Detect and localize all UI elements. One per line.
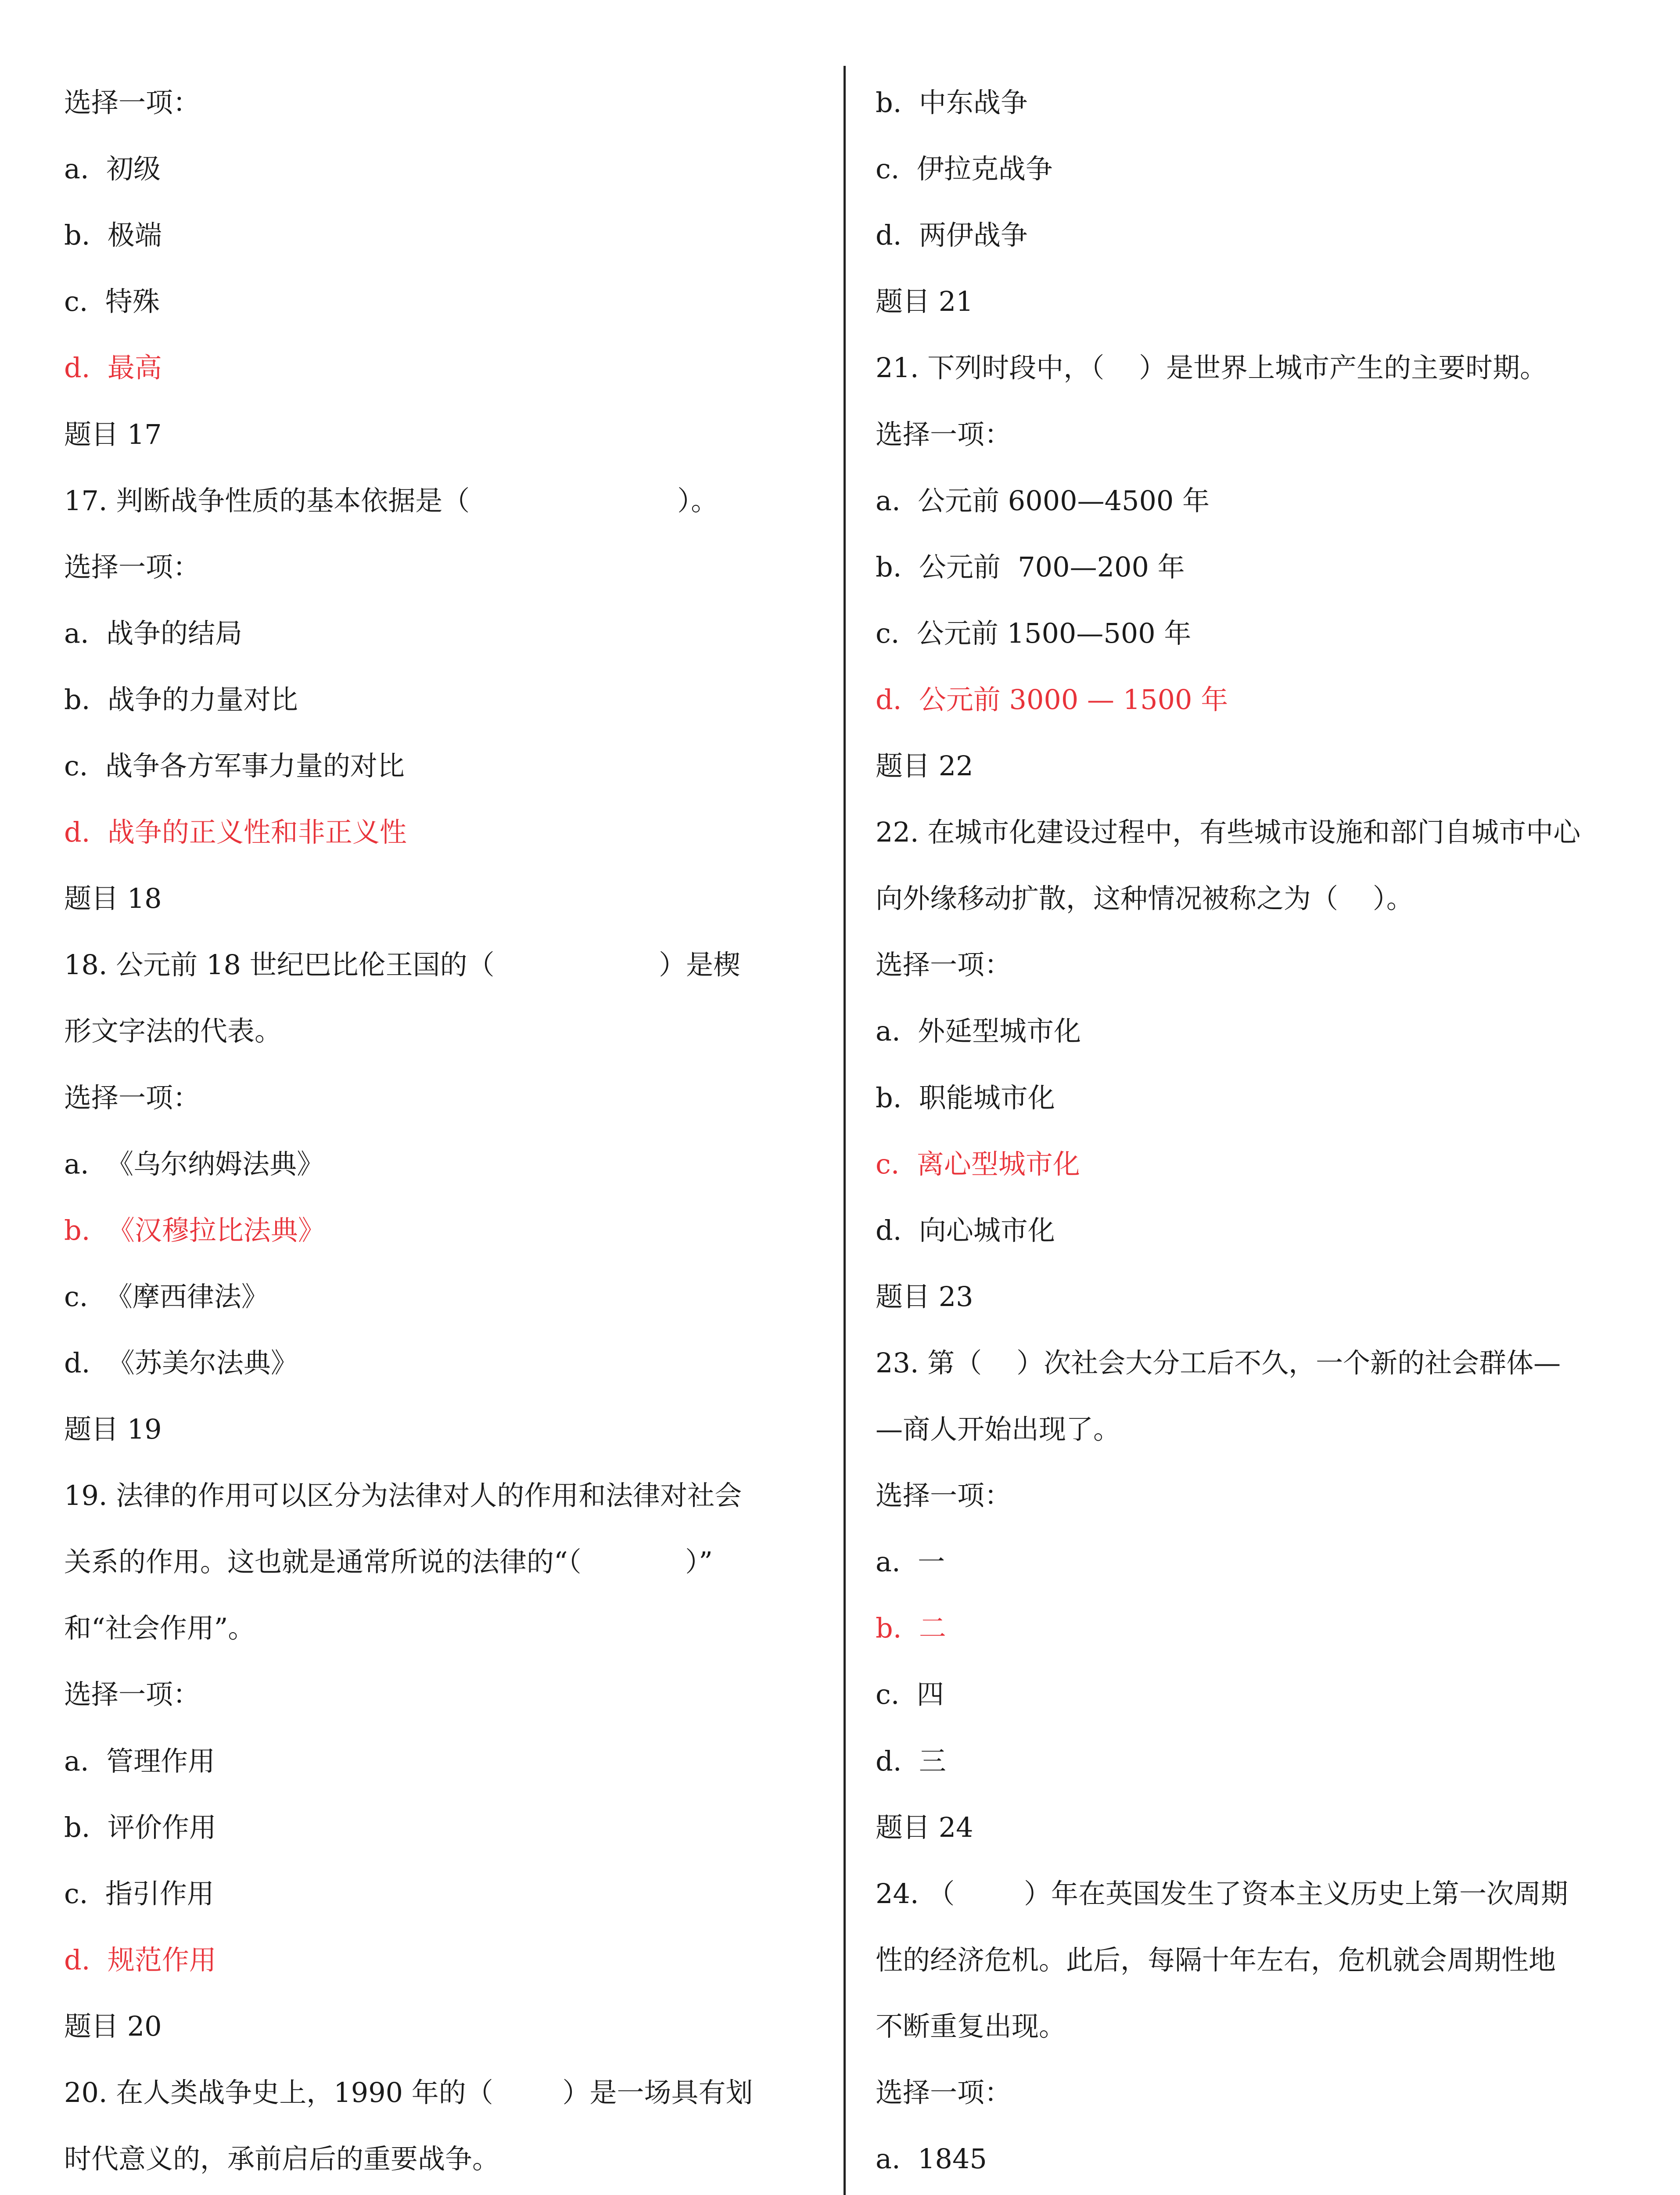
answer-option: d. 两伊战争 — [876, 219, 1028, 252]
question-number: 题目 21 — [876, 285, 973, 318]
question-text: 时代意义的，承前启后的重要战争。 — [64, 2143, 500, 2175]
answer-option: d. 三 — [876, 1745, 946, 1777]
answer-option: c. 《摩西律法》 — [64, 1280, 269, 1313]
answer-option: a. 战争的结局 — [64, 617, 243, 649]
correct-answer-option: d. 最高 — [64, 352, 162, 384]
question-number: 题目 18 — [64, 882, 162, 915]
question-text: 21. 下列时段中，（ ）是世界上城市产生的主要时期。 — [876, 352, 1547, 384]
question-number: 题目 22 — [876, 750, 973, 782]
correct-answer-option: b. 《汉穆拉比法典》 — [64, 1214, 325, 1246]
answer-option: d. 《苏美尔法典》 — [64, 1346, 298, 1379]
choice-prompt: 选择一项： — [64, 86, 201, 119]
column-divider — [844, 66, 846, 2195]
question-text: 20. 在人类战争史上，1990 年的（ ）是一场具有划 — [64, 2076, 753, 2109]
answer-option: a. 初级 — [64, 153, 161, 185]
question-number: 题目 24 — [876, 1811, 973, 1843]
choice-prompt: 选择一项： — [64, 1678, 201, 1711]
answer-option: c. 特殊 — [64, 285, 160, 318]
answer-option: d. 向心城市化 — [876, 1214, 1055, 1246]
choice-prompt: 选择一项： — [876, 949, 1012, 981]
question-number: 题目 23 — [876, 1280, 973, 1313]
choice-prompt: 选择一项： — [64, 1081, 201, 1114]
question-text: 不断重复出现。 — [876, 2010, 1066, 2042]
answer-option: a. 外延型城市化 — [876, 1015, 1081, 1047]
choice-prompt: 选择一项： — [64, 551, 201, 583]
correct-answer-option: d. 战争的正义性和非正义性 — [64, 816, 407, 849]
answer-option: b. 公元前 700—200 年 — [876, 551, 1185, 583]
answer-option: c. 战争各方军事力量的对比 — [64, 750, 405, 782]
choice-prompt: 选择一项： — [876, 1479, 1012, 1512]
answer-option: a. 管理作用 — [64, 1745, 215, 1777]
question-text: 23. 第（ ）次社会大分工后不久，一个新的社会群体— — [876, 1346, 1561, 1379]
answer-option: b. 极端 — [64, 219, 162, 252]
answer-option: c. 四 — [876, 1678, 944, 1711]
question-text: 向外缘移动扩散，这种情况被称之为（ ）。 — [876, 882, 1414, 915]
question-text: 和“社会作用”。 — [64, 1612, 255, 1644]
correct-answer-option: d. 规范作用 — [64, 1943, 216, 1976]
question-text: 18. 公元前 18 世纪巴比伦王国的（ ）是楔 — [64, 949, 741, 981]
answer-option: a. 一 — [876, 1546, 945, 1578]
answer-option: a. 1845 — [876, 2143, 987, 2175]
question-number: 题目 20 — [64, 2010, 162, 2042]
correct-answer-option: c. 离心型城市化 — [876, 1148, 1080, 1180]
question-number: 题目 19 — [64, 1413, 162, 1445]
question-number: 题目 17 — [64, 418, 162, 450]
correct-answer-option: d. 公元前 3000 — 1500 年 — [876, 683, 1228, 716]
question-text: 17. 判断战争性质的基本依据是（ ）。 — [64, 484, 718, 517]
question-text: —商人开始出现了。 — [876, 1413, 1121, 1445]
answer-option: b. 评价作用 — [64, 1811, 216, 1843]
answer-option: a. 《乌尔纳姆法典》 — [64, 1148, 324, 1180]
answer-option: c. 公元前 1500—500 年 — [876, 617, 1192, 649]
answer-option: c. 指引作用 — [64, 1877, 214, 1910]
choice-prompt: 选择一项： — [876, 2076, 1012, 2109]
question-text: 22. 在城市化建设过程中，有些城市设施和部门自城市中心 — [876, 816, 1581, 849]
answer-option: b. 职能城市化 — [876, 1081, 1055, 1114]
question-text: 24. （ ）年在英国发生了资本主义历史上第一次周期 — [876, 1877, 1568, 1910]
answer-option: a. 公元前 6000—4500 年 — [876, 484, 1210, 517]
answer-option: b. 中东战争 — [876, 86, 1028, 119]
answer-option: b. 战争的力量对比 — [64, 683, 298, 716]
question-text: 形文字法的代表。 — [64, 1015, 282, 1047]
correct-answer-option: b. 二 — [876, 1612, 946, 1644]
choice-prompt: 选择一项： — [876, 418, 1012, 450]
question-text: 19. 法律的作用可以区分为法律对人的作用和法律对社会 — [64, 1479, 742, 1512]
question-text: 关系的作用。这也就是通常所说的法律的“（ ）” — [64, 1546, 713, 1578]
answer-option: c. 伊拉克战争 — [876, 153, 1053, 185]
question-text: 性的经济危机。此后，每隔十年左右，危机就会周期性地 — [876, 1943, 1556, 1976]
